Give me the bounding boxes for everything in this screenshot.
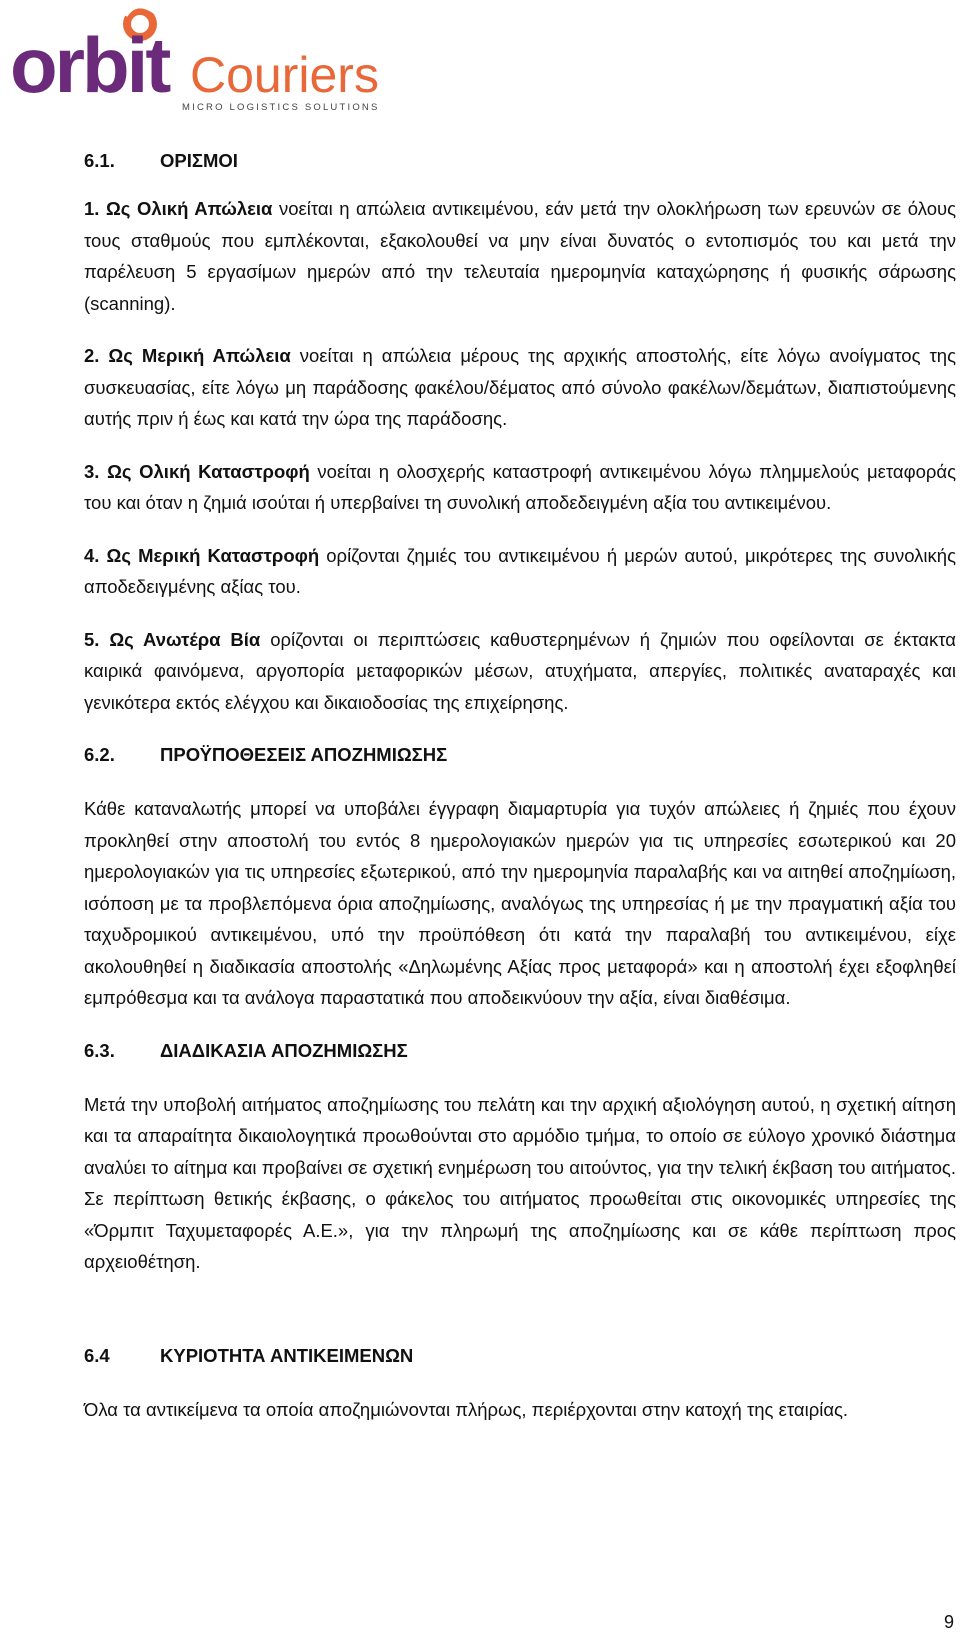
section-number: 6.1.: [84, 150, 115, 171]
definition-4: [84, 540, 956, 603]
logo-word-couriers: Couriers: [190, 47, 379, 103]
definition-number: 5.: [84, 628, 100, 650]
definition-3: [84, 456, 956, 519]
section-title: ΚΥΡΙΟΤΗΤΑ ΑΝΤΙΚΕΙΜΕΝΩΝ: [160, 1344, 414, 1366]
definition-text: νοείται η ολοσχερής καταστροφή αντικειμένου λόγω πλημμελούς μεταφοράς του και όταν η ζημιά ισούται ή υπερβαίνει τη συνολική αποδεδειγμένη αξία του αντικειμένου.: [84, 460, 957, 513]
section-title: ΟΡΙΣΜΟΙ: [160, 150, 238, 171]
document-body: [84, 149, 956, 1425]
section-paragraph-6-3: Μετά την υποβολή αιτήματος αποζημίωσης του πελάτη και την αρχική αξιολόγηση αυτού, η σχετική αίτηση και τα απαραίτητα δικαιολογητικά προωθούνται στο αρμόδιο τμήμα, το οποίο σε εύλογο χρονικό διάστημα αναλύει το αίτημα και προβαίνει σε σχετική ενημέρωση του αιτούντος, για την τελική έκβαση του αιτήματος. Σε περίπτωση θετικής έκβασης, ο φάκελος του αιτήματος προωθείται στις οικονομικές υπηρεσίες της «Όρμπιτ Ταχυμεταφορές Α.Ε.», για την πληρωμή της αποζημίωσης και σε κάθε περίπτωση προς αρχειοθέτηση.: [84, 1093, 956, 1272]
definition-term: Ως Μερική Καταστροφή: [106, 544, 320, 566]
section-heading-6-1: [84, 149, 956, 173]
section-paragraph-6-2: Κάθε καταναλωτής μπορεί να υποβάλει έγγραφη διαμαρτυρία για τυχόν απώλειες ή ζημιές που έχουν προκληθεί στην αποστολή του εντός 8 ημερολογιακών ημερών για τις υπηρεσίες εσωτερικού και 20 ημερολογιακών για τις υπηρεσίες εξωτερικού, από την ημερομηνία παραλαβής και να αιτηθεί αποζημίωση, ισόποση με τα προβλεπόμενα όρια αποζημίωσης, αναλόγως της υπηρεσίας ή με την πραγματική αξία του ταχυδρομικού αντικειμένου, υπό την προϋπόθεση ότι κατά την παραλαβή του αντικειμένου, είχε ακολουθηθεί η διαδικασία αποστολής «Δηλωμένης Αξίας προς μεταφορά» και η αποστολή έχει εξοφληθεί εμπρόθεσμα και τα ανάλογα παραστατικά που αποδεικνύουν την αξία, είναι διαθέσιμα.: [84, 798, 956, 1008]
section-heading-6-3: [84, 1039, 956, 1063]
orbit-couriers-logo: [4, 2, 384, 114]
definition-2: [84, 340, 956, 435]
section-title: ΔΙΑΔΙΚΑΣΙΑ ΑΠΟΖΗΜΙΩΣΗΣ: [160, 1039, 408, 1061]
definition-text: νοείται η απώλεια μέρους της αρχικής αποστολής, είτε λόγω ανοίγματος της συσκευασίας, είτε λόγω μη παράδοσης φακέλου/δέματος από σύνολο φακέλων/δεμάτων, διαπιστούμενης αυτής πριν ή έως και κατά την ώρα της παράδοσης.: [84, 345, 956, 429]
definition-term: Ως Ολική Απώλεια: [105, 198, 273, 219]
logo-word-orbit: orbit: [10, 21, 169, 109]
section-title: ΠΡΟΫΠΟΘΕΣΕΙΣ ΑΠΟΖΗΜΙΩΣΗΣ: [160, 744, 448, 765]
page-number: 9: [943, 1612, 954, 1632]
definition-term: Ως Μερική Απώλεια: [108, 345, 291, 366]
definition-number: 2.: [84, 345, 100, 366]
definition-text: νοείται η απώλεια αντικειμένου, εάν μετά την ολοκλήρωση των ερευνών σε όλους τους σταθμούς που εμπλέκονται, εξακολουθεί να μην είναι δυνατός ο εντοπισμός του και μετά την παρέλευση 5 εργασίμων ημερών από την τελευταία ημερομηνία καταχώρησης ή φυσικής σάρωσης (scanning).: [84, 198, 957, 314]
section-number: 6.3.: [84, 1039, 115, 1061]
definition-text: ορίζονται ζημιές του αντικειμένου ή μερών αυτού, μικρότερες της συνολικής αποδεδειγμένης αξίας του.: [84, 544, 956, 597]
definition-text: ορίζονται οι περιπτώσεις καθυστερημένων ή ζημιών που οφείλονται σε έκτακτα καιρικά φαινόμενα, αργοπορία μεταφορικών μέσων, ατυχήματα, απεργίες, πολιτικές αναταραχές και γενικότερα εκτός ελέγχου και δικαιοδοσίας της επιχείρησης.: [84, 628, 956, 713]
definition-1: [84, 193, 956, 319]
section-heading-6-4: [84, 1344, 956, 1368]
section-paragraph-6-4: Όλα τα αντικείμενα τα οποία αποζημιώνονται πλήρως, περιέρχονται στην κατοχή της εταιρίας.: [84, 1398, 849, 1420]
section-heading-6-2: [84, 743, 956, 767]
section-number: 6.4: [84, 1344, 110, 1366]
logo-tagline: MICRO LOGISTICS SOLUTIONS: [182, 102, 380, 113]
definition-number: 3.: [84, 460, 100, 482]
definition-number: 4.: [84, 544, 100, 566]
section-number: 6.2.: [84, 744, 115, 765]
definition-term: Ως Ανωτέρα Βία: [109, 628, 261, 650]
definition-term: Ως Ολική Καταστροφή: [107, 460, 310, 482]
definition-5: [84, 624, 956, 719]
definition-number: 1.: [84, 198, 100, 219]
